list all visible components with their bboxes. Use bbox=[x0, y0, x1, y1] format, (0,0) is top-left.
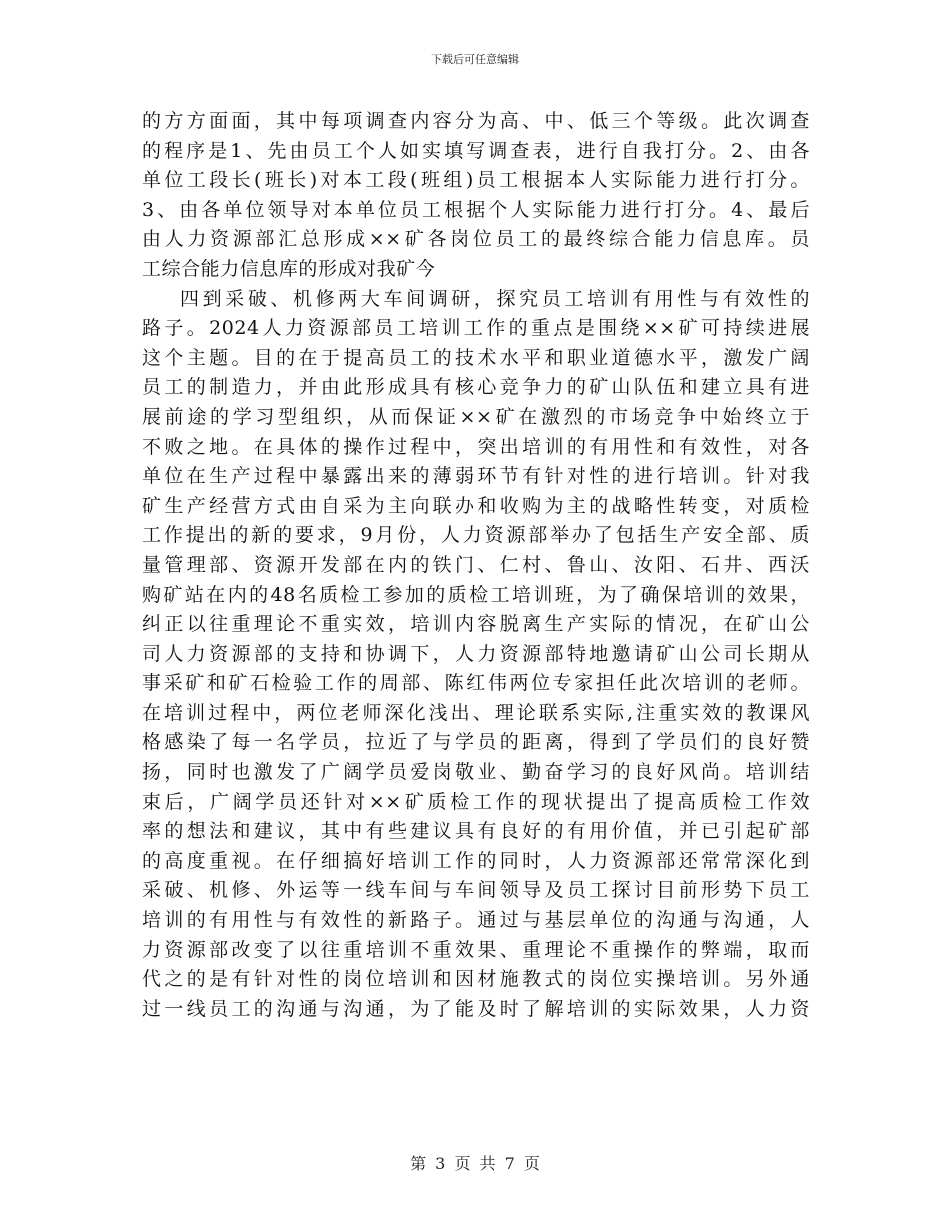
body-line: 展前途的学习型组织，从而保证××矿在激烈的市场竞争中始终立于 bbox=[142, 405, 810, 428]
body-line: 矿生产经营方式由自采为主向联办和收购为主的战略性转变，对质检 bbox=[142, 494, 810, 517]
body-line: 路子。2024人力资源部员工培训工作的重点是围绕××矿可持续进展 bbox=[142, 317, 810, 340]
body-line: 代之的是有针对性的岗位培训和因材施教式的岗位实操培训。另外通 bbox=[142, 968, 810, 991]
body-line: 的程序是1、先由员工个人如实填写调查表，进行自我打分。2、由各 bbox=[142, 139, 810, 162]
body-line: 3、由各单位领导对本单位员工根据个人实际能力进行打分。4、最后 bbox=[142, 198, 810, 221]
body-line: 束后，广阔学员还针对××矿质检工作的现状提出了提高质检工作效 bbox=[142, 790, 810, 813]
body-line: 司人力资源部的支持和协调下，人力资源部特地邀请矿山公司长期从 bbox=[142, 642, 810, 665]
body-line: 纠正以往重理论不重实效，培训内容脱离生产实际的情况，在矿山公 bbox=[142, 613, 810, 636]
body-line: 的方方面面，其中每项调查内容分为高、中、低三个等级。此次调查 bbox=[142, 110, 810, 132]
body-line: 单位在生产过程中暴露出来的薄弱环节有针对性的进行培训。针对我 bbox=[142, 465, 810, 488]
body-line: 扬，同时也激发了广阔学员爱岗敬业、勤奋学习的良好风尚。培训结 bbox=[142, 761, 810, 784]
page-number-footer: 第 3 页 共 7 页 bbox=[410, 1154, 540, 1173]
body-line: 过一线员工的沟通与沟通，为了能及时了解培训的实际效果，人力资 bbox=[142, 997, 810, 1020]
body-line-paragraph-start: 四到采破、机修两大车间调研，探究员工培训有用性与有效性的 bbox=[180, 287, 810, 310]
body-line-paragraph-end: 工综合能力信息库的形成对我矿今 bbox=[142, 257, 436, 280]
body-line: 的高度重视。在仔细搞好培训工作的同时，人力资源部还常常深化到 bbox=[142, 849, 810, 872]
document-body bbox=[142, 107, 810, 1024]
body-line: 不败之地。在具体的操作过程中，突出培训的有用性和有效性，对各 bbox=[142, 435, 810, 458]
body-line: 购矿站在内的48名质检工参加的质检工培训班，为了确保培训的效果， bbox=[142, 583, 810, 606]
body-line: 率的想法和建议，其中有些建议具有良好的有用价值，并已引起矿部 bbox=[142, 820, 810, 843]
body-line: 格感染了每一名学员，拉近了与学员的距离，得到了学员们的良好赞 bbox=[142, 731, 810, 754]
body-line: 事采矿和矿石检验工作的周部、陈红伟两位专家担任此次培训的老师。 bbox=[142, 672, 810, 695]
body-line: 培训的有用性与有效性的新路子。通过与基层单位的沟通与沟通，人 bbox=[142, 909, 810, 932]
page-header: 下载后可任意编辑 bbox=[431, 53, 519, 66]
body-line: 这个主题。目的在于提高员工的技术水平和职业道德水平，激发广阔 bbox=[142, 346, 810, 369]
body-line: 力资源部改变了以往重培训不重效果、重理论不重操作的弊端，取而 bbox=[142, 938, 810, 961]
body-line: 量管理部、资源开发部在内的铁门、仁村、鲁山、汝阳、石井、西沃 bbox=[142, 553, 810, 576]
body-line: 工作提出的新的要求，9月份，人力资源部举办了包括生产安全部、质 bbox=[142, 524, 810, 547]
body-line: 单位工段长(班长)对本工段(班组)员工根据本人实际能力进行打分。 bbox=[142, 169, 810, 192]
body-line: 采破、机修、外运等一线车间与车间领导及员工探讨目前形势下员工 bbox=[142, 879, 810, 902]
body-line: 在培训过程中，两位老师深化浅出、理论联系实际,注重实效的教课风 bbox=[142, 701, 810, 724]
body-line: 员工的制造力，并由此形成具有核心竞争力的矿山队伍和建立具有进 bbox=[142, 376, 810, 399]
body-line: 由人力资源部汇总形成××矿各岗位员工的最终综合能力信息库。员 bbox=[142, 228, 810, 251]
